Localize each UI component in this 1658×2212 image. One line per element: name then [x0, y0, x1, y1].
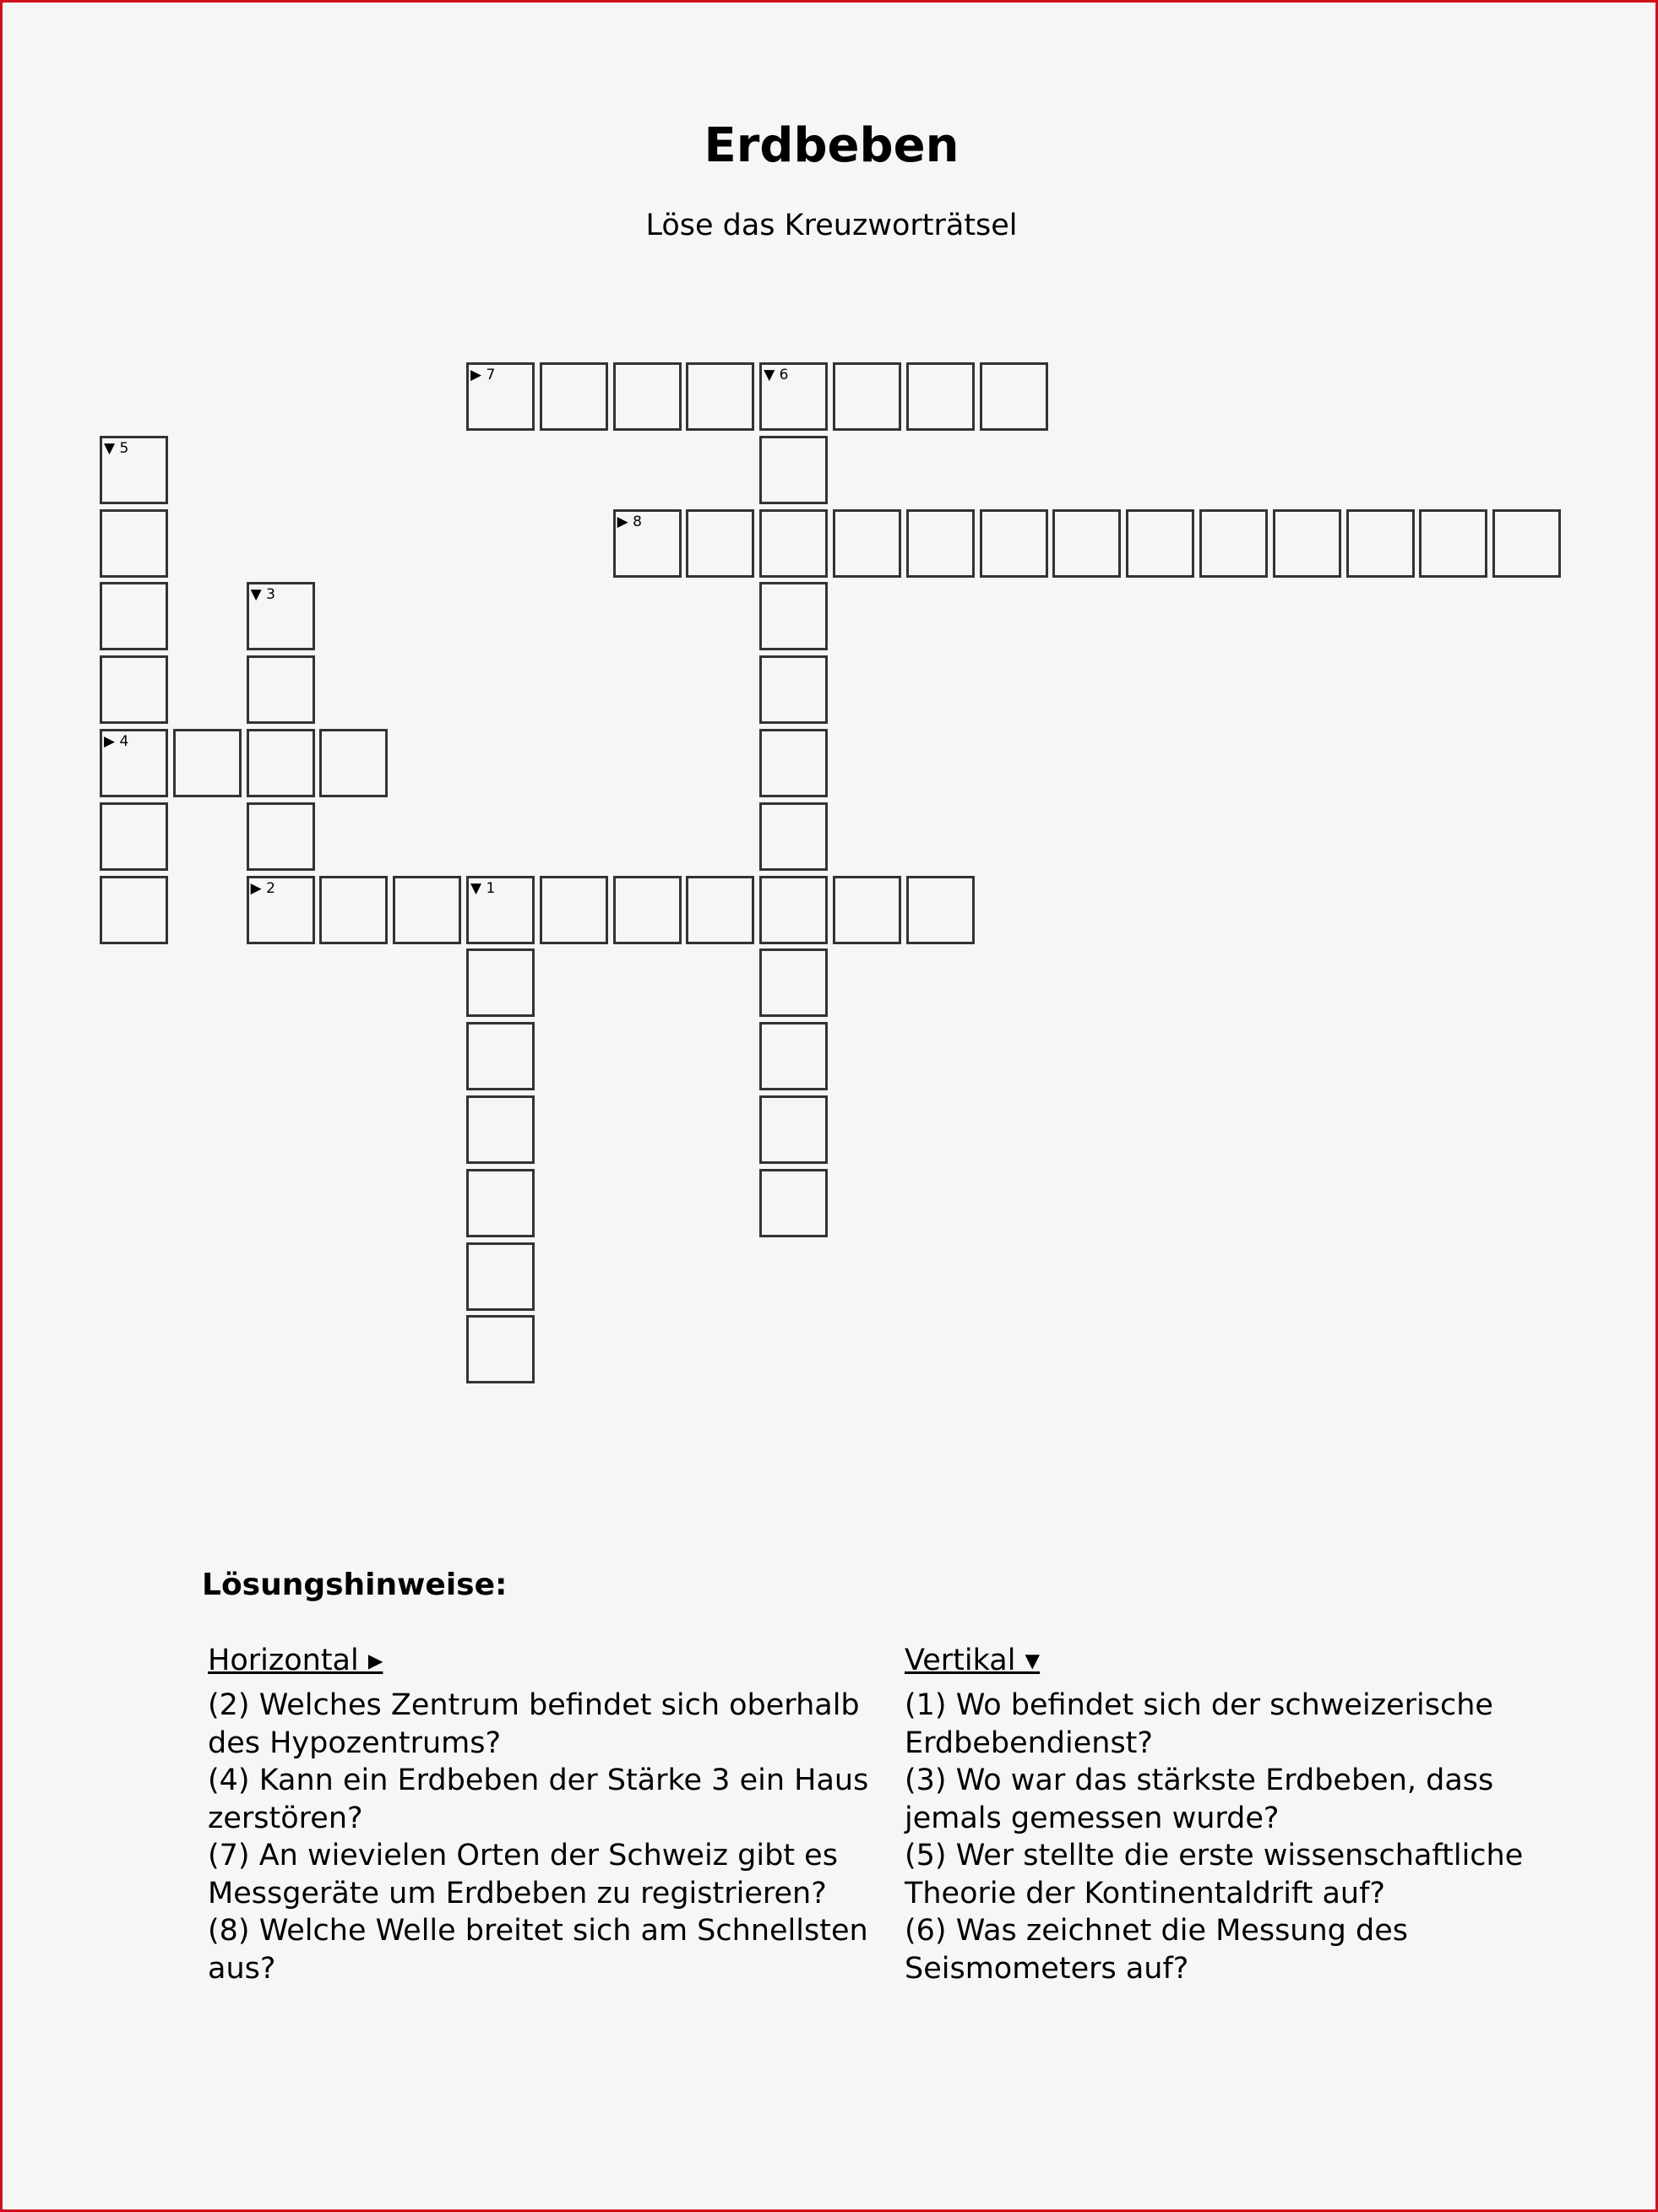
crossword-cell[interactable] [466, 362, 535, 431]
crossword-cell[interactable] [759, 655, 828, 724]
crossword-cell[interactable] [319, 729, 388, 797]
crossword-cell[interactable] [466, 876, 535, 944]
crossword-cell[interactable] [613, 509, 682, 578]
crossword-cell[interactable] [100, 509, 168, 578]
crossword-cell[interactable] [247, 582, 315, 650]
crossword-cell[interactable] [759, 362, 828, 431]
clue-across: (7) An wievielen Orten der Schweiz gibt es Messgeräte um Erdbeben zu registrieren? [208, 1839, 838, 1910]
crossword-cell[interactable] [833, 362, 901, 431]
clue-across: (2) Welches Zentrum befindet sich oberhalb des Hypozentrums? [208, 1688, 860, 1760]
crossword-cell[interactable] [100, 876, 168, 944]
crossword-cell[interactable] [466, 1022, 535, 1090]
clue-number-1: ▼ 1 [470, 879, 496, 897]
crossword-cell[interactable] [759, 876, 828, 944]
crossword-cell[interactable] [980, 509, 1048, 578]
clue-number-7: ▶ 7 [470, 367, 496, 383]
vertical-clues [905, 1641, 1580, 1987]
crossword-cell[interactable] [759, 1169, 828, 1237]
crossword-cell[interactable] [759, 948, 828, 1017]
crossword-cell[interactable] [613, 362, 682, 431]
horizontal-clues [208, 1641, 883, 1987]
clue-number-5: ▼ 5 [104, 439, 129, 457]
clue-number-2: ▶ 2 [250, 879, 275, 897]
crossword-cell[interactable] [759, 1095, 828, 1164]
crossword-cell[interactable] [319, 876, 388, 944]
crossword-cell[interactable] [466, 1242, 535, 1311]
crossword-cell[interactable] [906, 876, 975, 944]
crossword-cell[interactable] [1346, 509, 1415, 578]
crossword-cell[interactable] [759, 729, 828, 797]
clue-number-4: ▶ 4 [104, 733, 129, 750]
crossword-cell[interactable] [759, 1022, 828, 1090]
crossword-cell[interactable] [466, 1095, 535, 1164]
crossword-cell[interactable] [393, 876, 461, 944]
vertical-heading: Vertikal ▾ [905, 1644, 1041, 1677]
clue-number-3: ▼ 3 [250, 586, 275, 604]
crossword-cell[interactable] [100, 655, 168, 724]
crossword-cell[interactable] [1052, 509, 1121, 578]
crossword-cell[interactable] [906, 509, 975, 578]
crossword-cell[interactable] [759, 436, 828, 504]
crossword-cell[interactable] [1199, 509, 1268, 578]
crossword-cell[interactable] [980, 362, 1048, 431]
crossword-cell[interactable] [100, 582, 168, 650]
crossword-cell[interactable] [466, 1169, 535, 1237]
clue-down: (3) Wo war das stärkste Erdbeben, dass jemals gemessen wurde? [905, 1764, 1494, 1835]
crossword-cell[interactable] [540, 362, 608, 431]
crossword-cell[interactable] [247, 655, 315, 724]
crossword-cell[interactable] [686, 362, 754, 431]
clue-number-6: ▼ 6 [764, 367, 789, 383]
crossword-cell[interactable] [1419, 509, 1487, 578]
hints-heading: Lösungshinweise: [202, 1568, 508, 1602]
clue-down: (6) Was zeichnet die Messung des Seismometers auf? [905, 1914, 1408, 1986]
clue-number-8: ▶ 8 [617, 513, 642, 530]
crossword-cell[interactable] [613, 876, 682, 944]
crossword-cell[interactable] [686, 876, 754, 944]
crossword-cell[interactable] [1126, 509, 1194, 578]
crossword-cell[interactable] [759, 802, 828, 871]
crossword-cell[interactable] [247, 876, 315, 944]
crossword-cell[interactable] [247, 802, 315, 871]
crossword-cell[interactable] [833, 876, 901, 944]
crossword-cell[interactable] [466, 948, 535, 1017]
crossword-cell[interactable] [1273, 509, 1341, 578]
horizontal-heading: Horizontal ▸ [208, 1644, 383, 1677]
clue-across: (8) Welche Welle breitet sich am Schnellsten aus? [208, 1914, 868, 1986]
crossword-cell[interactable] [686, 509, 754, 578]
crossword-cell[interactable] [100, 436, 168, 504]
crossword-cell[interactable] [100, 802, 168, 871]
page-title: Erdbeben [704, 118, 959, 173]
crossword-cell[interactable] [833, 509, 901, 578]
crossword-cell[interactable] [540, 876, 608, 944]
clue-across: (4) Kann ein Erdbeben der Stärke 3 ein Haus zerstören? [208, 1764, 869, 1835]
crossword-cell[interactable] [466, 1315, 535, 1383]
crossword-cell[interactable] [173, 729, 242, 797]
crossword-cell[interactable] [759, 509, 828, 578]
clue-down: (5) Wer stellte die erste wissenschaftliche Theorie der Kontinentaldrift auf? [905, 1839, 1524, 1910]
crossword-grid [3, 3, 1658, 1438]
page-subtitle: Löse das Kreuzworträtsel [645, 209, 1018, 242]
crossword-cell[interactable] [1492, 509, 1561, 578]
crossword-cell[interactable] [247, 729, 315, 797]
crossword-cell[interactable] [100, 729, 168, 797]
crossword-cell[interactable] [906, 362, 975, 431]
crossword-cell[interactable] [759, 582, 828, 650]
clue-down: (1) Wo befindet sich der schweizerische Erdbebendienst? [905, 1688, 1493, 1760]
